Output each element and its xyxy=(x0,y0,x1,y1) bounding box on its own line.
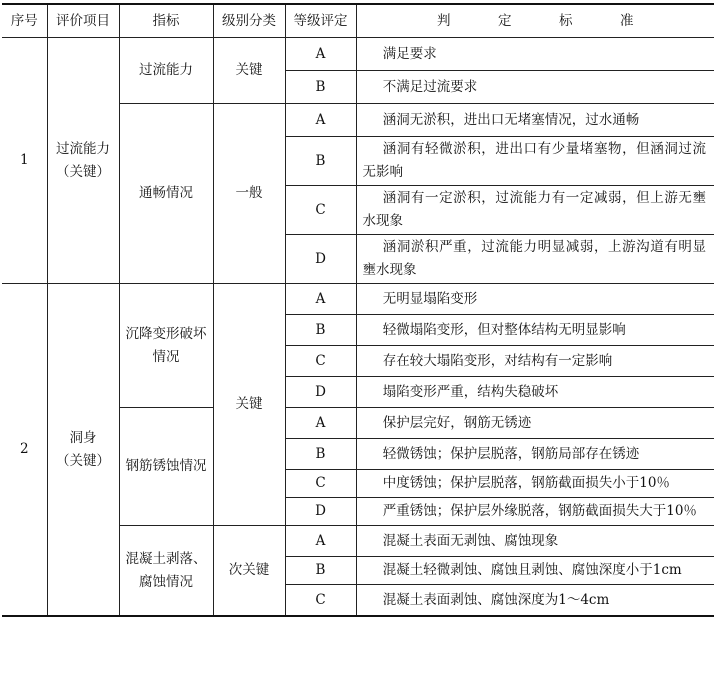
grade: B xyxy=(285,71,356,104)
criterion: 混凝土轻微剥蚀、腐蚀且剥蚀、腐蚀深度小于1cm xyxy=(356,557,714,585)
criterion: 涵洞淤积严重，过流能力明显减弱，上游沟道有明显壅水现象 xyxy=(356,235,714,284)
criterion: 轻微锈蚀；保护层脱落，钢筋局部存在锈迹 xyxy=(356,439,714,470)
evaluation-item-tag: （关键） xyxy=(56,163,110,180)
criterion: 中度锈蚀；保护层脱落，钢筋截面损失小于10％ xyxy=(356,470,714,498)
criterion: 严重锈蚀；保护层外缘脱落，钢筋截面损失大于10％ xyxy=(356,498,714,526)
row-number: 2 xyxy=(2,284,47,617)
grade: C xyxy=(285,346,356,377)
header-grade: 等级评定 xyxy=(285,4,356,38)
table-row xyxy=(2,284,714,315)
indicator-name: 过流能力 xyxy=(119,38,213,104)
criterion: 混凝土表面剥蚀、腐蚀深度为1～4cm xyxy=(356,585,714,617)
header-no: 序号 xyxy=(2,4,47,38)
indicator-name: 沉降变形破坏情况 xyxy=(119,284,213,408)
evaluation-item-name: 洞身 xyxy=(69,429,97,446)
criterion: 涵洞有轻微淤积，进出口有少量堵塞物，但涵洞过流无影响 xyxy=(356,137,714,186)
grade: A xyxy=(285,284,356,315)
evaluation-item xyxy=(47,38,119,284)
criterion: 无明显塌陷变形 xyxy=(356,284,714,315)
grade: C xyxy=(285,470,356,498)
header-indicator: 指标 xyxy=(119,4,213,38)
level-class: 关键 xyxy=(213,38,285,104)
table-row xyxy=(2,38,714,71)
grade: B xyxy=(285,137,356,186)
criterion: 涵洞无淤积，进出口无堵塞情况，过水通畅 xyxy=(356,104,714,137)
grade: A xyxy=(285,104,356,137)
row-number: 1 xyxy=(2,38,47,284)
criterion: 混凝土表面无剥蚀、腐蚀现象 xyxy=(356,526,714,557)
criterion: 不满足过流要求 xyxy=(356,71,714,104)
level-class: 关键 xyxy=(213,284,285,526)
header-item: 评价项目 xyxy=(47,4,119,38)
evaluation-item-name: 过流能力 xyxy=(56,140,110,157)
grade: C xyxy=(285,585,356,617)
grade: C xyxy=(285,186,356,235)
grade: D xyxy=(285,498,356,526)
header-row xyxy=(2,4,714,38)
criterion: 满足要求 xyxy=(356,38,714,71)
criterion: 存在较大塌陷变形，对结构有一定影响 xyxy=(356,346,714,377)
grade: D xyxy=(285,235,356,284)
criterion: 保护层完好，钢筋无锈迹 xyxy=(356,408,714,439)
grade: D xyxy=(285,377,356,408)
indicator-name: 混凝土剥落、腐蚀情况 xyxy=(119,526,213,617)
level-class: 一般 xyxy=(213,104,285,284)
evaluation-item xyxy=(47,284,119,617)
grade: A xyxy=(285,38,356,71)
level-class: 次关键 xyxy=(213,526,285,617)
grade: A xyxy=(285,408,356,439)
evaluation-item-tag: （关键） xyxy=(56,452,110,469)
grade: A xyxy=(285,526,356,557)
grade: B xyxy=(285,439,356,470)
header-criterion: 判 定 标 准 xyxy=(356,4,714,38)
header-level: 级别分类 xyxy=(213,4,285,38)
grade: B xyxy=(285,557,356,585)
indicator-name: 通畅情况 xyxy=(119,104,213,284)
criterion: 涵洞有一定淤积，过流能力有一定减弱，但上游无壅水现象 xyxy=(356,186,714,235)
criterion: 塌陷变形严重，结构失稳破坏 xyxy=(356,377,714,408)
evaluation-table xyxy=(2,3,714,617)
indicator-name: 钢筋锈蚀情况 xyxy=(119,408,213,526)
grade: B xyxy=(285,315,356,346)
criterion: 轻微塌陷变形，但对整体结构无明显影响 xyxy=(356,315,714,346)
